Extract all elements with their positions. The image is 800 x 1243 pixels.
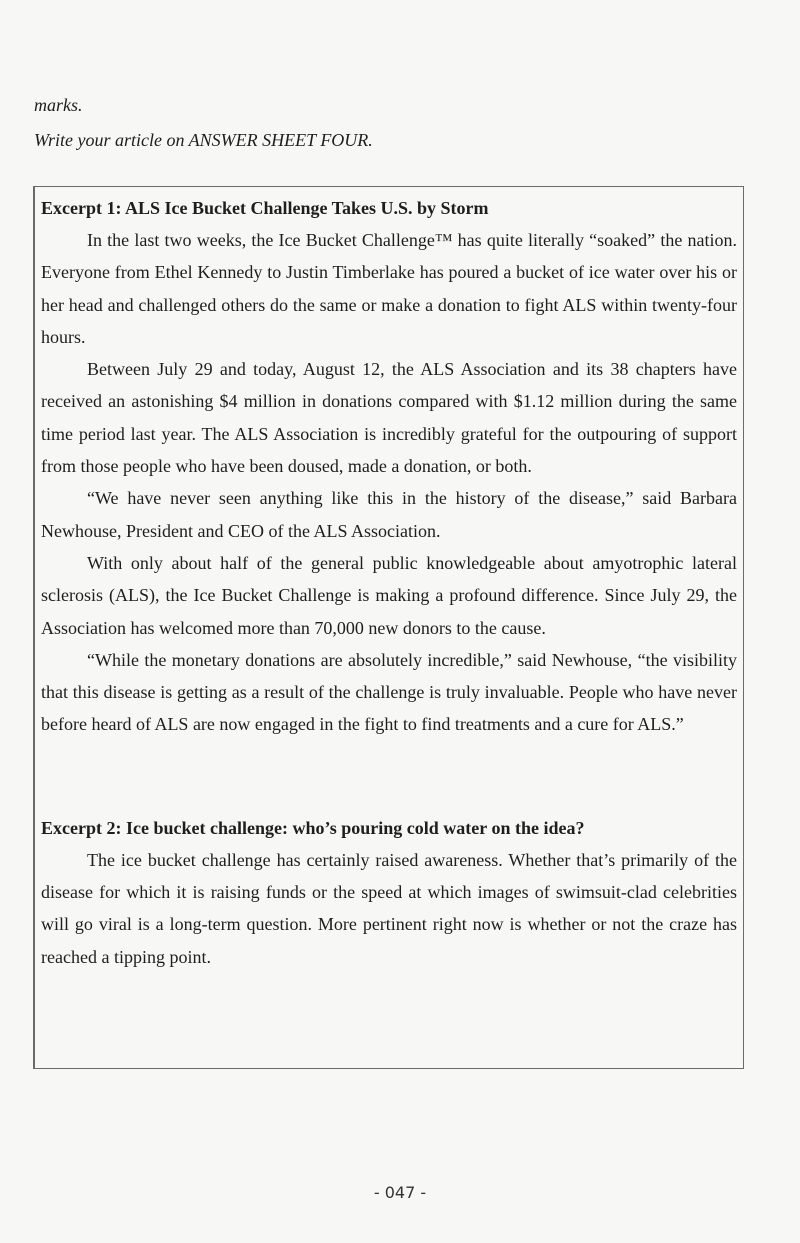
instruction-line-answer-sheet: Write your article on ANSWER SHEET FOUR. — [34, 130, 373, 150]
excerpt-1-paragraph: “We have never seen anything like this in the history of the disease,” said Barbara Newhouse, President and CEO of the ALS Association. — [41, 488, 737, 541]
excerpt-1-paragraph: In the last two weeks, the Ice Bucket Challenge™ has quite literally “soaked” the nation. Everyone from Ethel Kennedy to Justin Timberlake has poured a bucket of ice water over his or her head and challenged others do the same or make a donation to fight ALS within twenty-four hours. — [41, 230, 737, 347]
instruction-line-marks: marks. — [34, 95, 83, 115]
excerpt-2-paragraph: The ice bucket challenge has certainly raised awareness. Whether that’s primarily of the disease for which it is raising funds or the speed at which images of swimsuit-clad celebrities will go viral is a long-term question. More pertinent right now is whether or not the craze has reached a tipping point. — [41, 849, 737, 967]
excerpt-2-title: Excerpt 2: Ice bucket challenge: who’s pouring cold water on the idea? — [41, 817, 585, 838]
instructions — [34, 88, 754, 158]
excerpt-1-paragraph: With only about half of the general public knowledgeable about amyotrophic lateral sclerosis (ALS), the Ice Bucket Challenge is making a profound difference. Since July 29, the Association has welcomed more than 70,000 new donors to the cause. — [41, 552, 737, 638]
excerpt-1-paragraph: Between July 29 and today, August 12, the ALS Association and its 38 chapters have received an astonishing $4 million in donations compared with $1.12 million during the same time period last year. The ALS Association is incredibly grateful for the outpouring of support from those people who have been doused, made a donation, or both. — [41, 359, 737, 477]
excerpts-box — [33, 186, 744, 1069]
excerpt-1-title: Excerpt 1: ALS Ice Bucket Challenge Takes U.S. by Storm — [41, 198, 489, 218]
page-number: - 047 - — [373, 1183, 427, 1202]
excerpt-spacer — [41, 741, 737, 812]
excerpt-1-paragraph: “While the monetary donations are absolutely incredible,” said Newhouse, “the visibility that this disease is getting as a result of the challenge is truly invaluable. People who have never before heard of ALS are now engaged in the fight to find treatments and a cure for ALS.” — [41, 649, 737, 735]
